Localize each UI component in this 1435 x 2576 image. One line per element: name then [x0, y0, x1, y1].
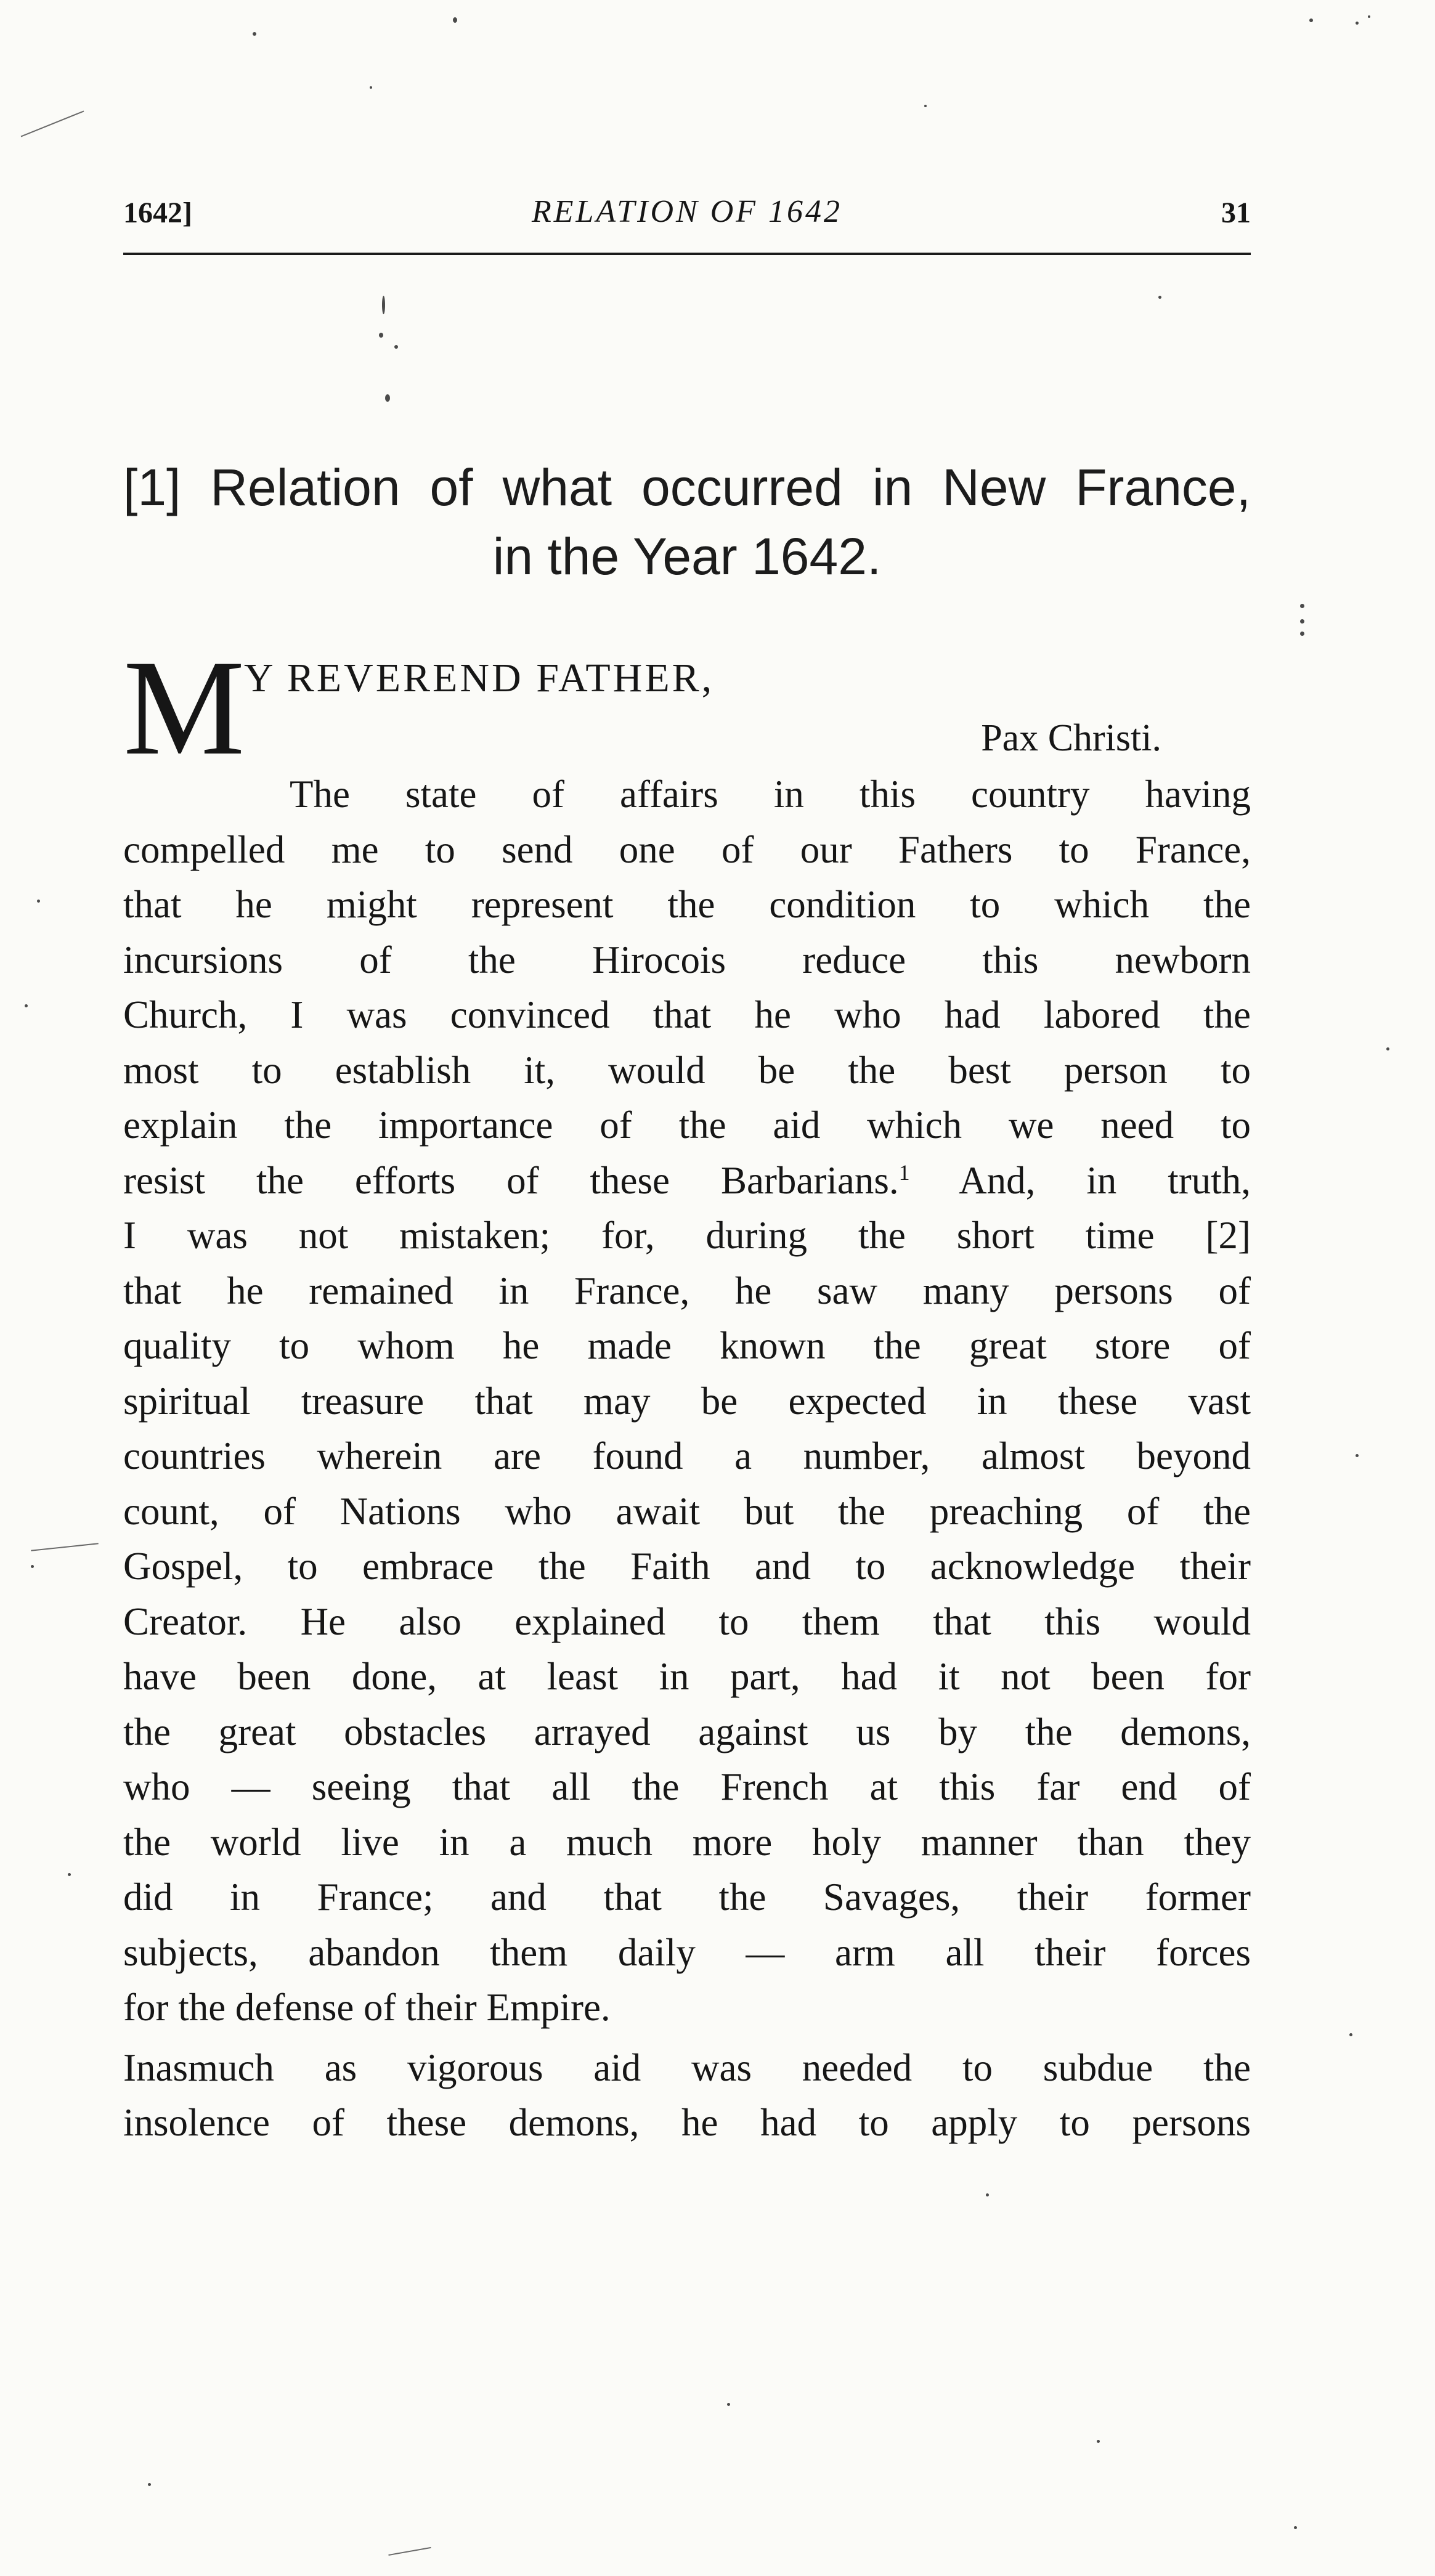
body-text — [123, 767, 1251, 2151]
text-fragment: And, in truth, — [959, 1158, 1251, 1202]
scan-speck — [253, 32, 256, 36]
running-header — [123, 185, 1251, 255]
pax-christi: Pax Christi. — [981, 717, 1161, 759]
text-line: have been done, at least in part, had it not been for — [123, 1655, 1251, 1698]
scan-speck — [68, 1873, 71, 1876]
scan-speck — [382, 296, 385, 314]
text-line: that he remained in France, he saw many persons of — [123, 1269, 1251, 1312]
header-title: RELATION OF 1642 — [531, 194, 843, 229]
text-line: quality to whom he made known the great store of — [123, 1324, 1251, 1367]
scan-mark — [388, 2547, 431, 2556]
text-line: countries wherein are found a number, almost beyond — [123, 1434, 1251, 1477]
scan-mark — [21, 110, 84, 137]
text-line: incursions of the Hirocois reduce this newborn — [123, 938, 1251, 981]
text-line: Church, I was convinced that he who had labored the — [123, 993, 1251, 1036]
text-line: that he might represent the condition to which the — [123, 883, 1251, 926]
scan-speck — [1300, 619, 1304, 624]
text-line: most to establish it, would be the best person to — [123, 1048, 1251, 1092]
header-year: 1642] — [123, 197, 192, 229]
scan-speck — [986, 2193, 989, 2196]
text-line: who — seeing that all the French at this far end of — [123, 1765, 1251, 1808]
scan-speck — [25, 1004, 28, 1007]
scan-speck — [1158, 296, 1161, 299]
text-line: insolence of these demons, he had to apply to persons — [123, 2101, 1251, 2144]
footnote-marker: 1 — [898, 1160, 910, 1185]
scan-speck — [453, 17, 457, 23]
text-line: spiritual treasure that may be expected in these vast — [123, 1379, 1251, 1423]
scan-speck — [1356, 1454, 1359, 1457]
scan-speck — [31, 1565, 34, 1568]
scan-speck — [1300, 604, 1304, 608]
text-line: subjects, abandon them daily — arm all their forces — [123, 1930, 1251, 1974]
text-fragment: Creator. — [123, 1599, 248, 1643]
page-number: 31 — [1221, 197, 1251, 229]
drop-cap: M — [123, 632, 245, 784]
scan-speck — [1356, 22, 1359, 25]
scan-speck — [1097, 2440, 1100, 2443]
scan-speck — [37, 900, 40, 903]
text-line-split — [123, 1595, 1251, 1650]
heading-line-1: [1] Relation of what occurred in New France, — [123, 458, 1251, 516]
text-line: the great obstacles arrayed against us by the demons, — [123, 1710, 1251, 1753]
scan-speck — [148, 2483, 151, 2486]
paragraph-gap — [123, 2036, 1251, 2041]
text-line: did in France; and that the Savages, their former — [123, 1875, 1251, 1919]
text-line: I was not mistaken; for, during the short time [2] — [123, 1214, 1251, 1257]
text-fragment: resist the efforts of these Barbarians. — [123, 1158, 899, 1202]
text-line-with-footnote — [123, 1153, 1251, 1209]
text-line: count, of Nations who await but the preaching of the — [123, 1489, 1251, 1533]
scan-speck — [370, 86, 372, 89]
text-line: The state of affairs in this country having — [290, 773, 1251, 816]
text-fragment: He also explained to them that this would — [300, 1599, 1251, 1643]
scan-speck — [385, 394, 390, 402]
scan-speck — [1349, 2033, 1352, 2036]
salutation-line: Y REVEREND FATHER, — [244, 656, 715, 701]
scan-speck — [1368, 15, 1370, 18]
scan-speck — [1294, 2526, 1297, 2529]
scan-speck — [379, 333, 383, 338]
heading-line-2: in the Year 1642. — [492, 527, 882, 585]
scan-mark — [31, 1543, 99, 1551]
scan-speck — [394, 345, 398, 349]
text-line: Gospel, to embrace the Faith and to acknowledge their — [123, 1545, 1251, 1588]
scan-speck — [1309, 18, 1313, 22]
text-line: explain the importance of the aid which we need to — [123, 1103, 1251, 1147]
scan-speck — [924, 105, 927, 107]
salutation-block — [123, 632, 1251, 784]
text-line: Inasmuch as vigorous aid was needed to subdue the — [123, 2046, 1251, 2089]
text-line: the world live in a much more holy manner than they — [123, 1820, 1251, 1864]
scan-speck — [1300, 632, 1304, 636]
scan-speck — [727, 2403, 730, 2406]
text-line: for the defense of their Empire. — [123, 1986, 611, 2029]
chapter-heading — [123, 453, 1251, 591]
scan-speck — [1386, 1047, 1389, 1050]
text-line: compelled me to send one of our Fathers to France, — [123, 827, 1251, 871]
